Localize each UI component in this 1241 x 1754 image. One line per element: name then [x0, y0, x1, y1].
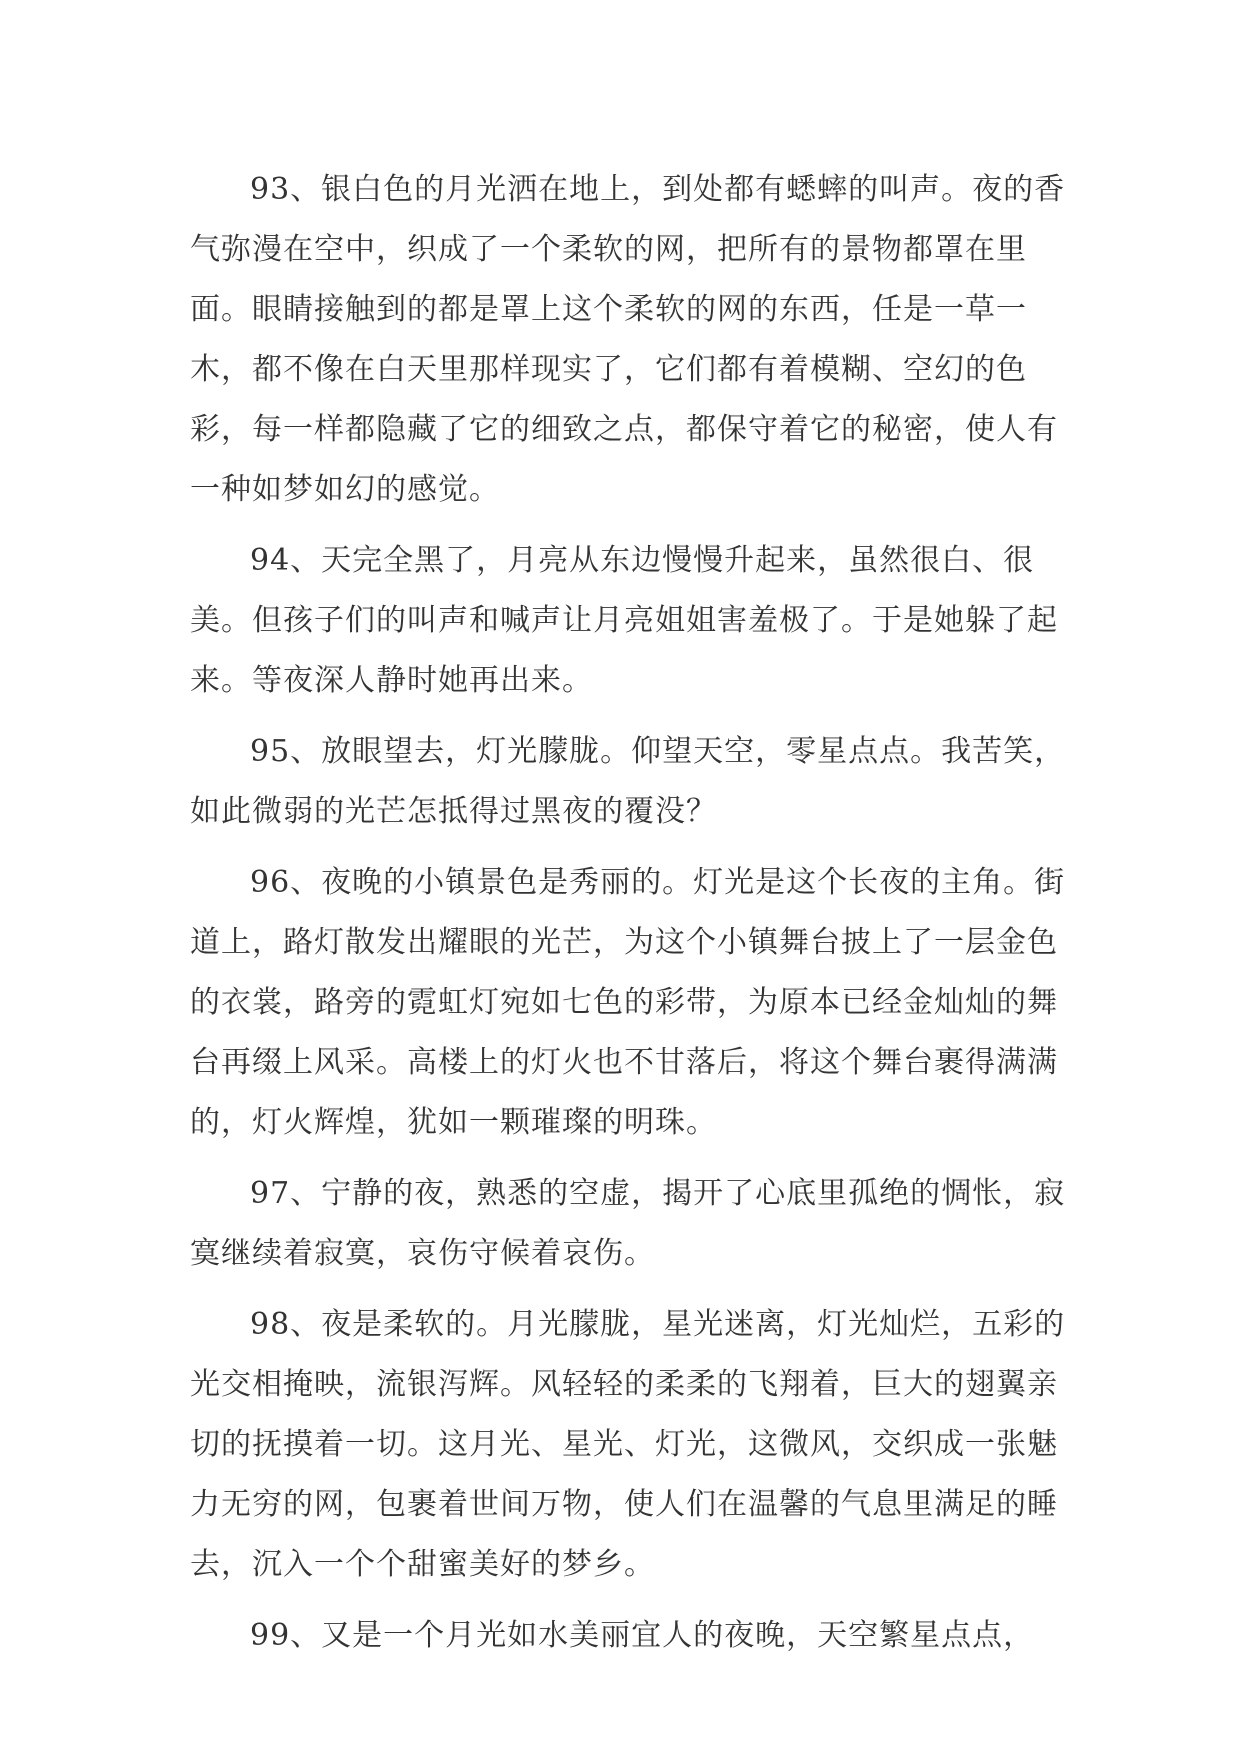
paragraph-96: 96、夜晚的小镇景色是秀丽的。灯光是这个长夜的主角。街道上，路灯散发出耀眼的光芒，为这个小镇舞台披上了一层金色的衣裳，路旁的霓虹灯宛如七色的彩带，为原本已经金灿灿的舞台再缀上风采。高楼上的灯火也不甘落后，将这个舞台裹得满满的，灯火辉煌，犹如一颗璀璨的明珠。: [190, 865, 1066, 1140]
paragraph-99: 99、又是一个月光如水美丽宜人的夜晚，天空繁星点点，: [250, 1618, 1035, 1653]
paragraph-94: 94、天完全黑了，月亮从东边慢慢升起来，虽然很白、很美。但孩子们的叫声和喊声让月亮姐姐害羞极了。于是她躲了起来。等夜深人静时她再出来。: [190, 543, 1058, 698]
paragraph-97: 97、宁静的夜，熟悉的空虚，揭开了心底里孤绝的惆怅，寂寞继续着寂寞，哀伤守候着哀伤。: [190, 1176, 1066, 1271]
paragraph-93: 93、银白色的月光洒在地上，到处都有蟋蟀的叫声。夜的香气弥漫在空中，织成了一个柔软的网，把所有的景物都罩在里面。眼睛接触到的都是罩上这个柔软的网的东西，任是一草一木，都不像在白天里那样现实了，它们都有着模糊、空幻的色彩，每一样都隐藏了它的细致之点，都保守着它的秘密，使人有一种如梦如幻的感觉。: [190, 172, 1066, 507]
text-body: [190, 160, 1070, 1677]
paragraph-98: 98、夜是柔软的。月光朦胧，星光迷离，灯光灿烂，五彩的光交相掩映，流银泻辉。风轻轻的柔柔的飞翔着，巨大的翅翼亲切的抚摸着一切。这月光、星光、灯光，这微风，交织成一张魅力无穷的网，包裹着世间万物，使人们在温馨的气息里满足的睡去，沉入一个个甜蜜美好的梦乡。: [190, 1307, 1066, 1582]
paragraph-95: 95、放眼望去，灯光朦胧。仰望天空，零星点点。我苦笑，如此微弱的光芒怎抵得过黑夜的覆没？: [190, 734, 1066, 829]
